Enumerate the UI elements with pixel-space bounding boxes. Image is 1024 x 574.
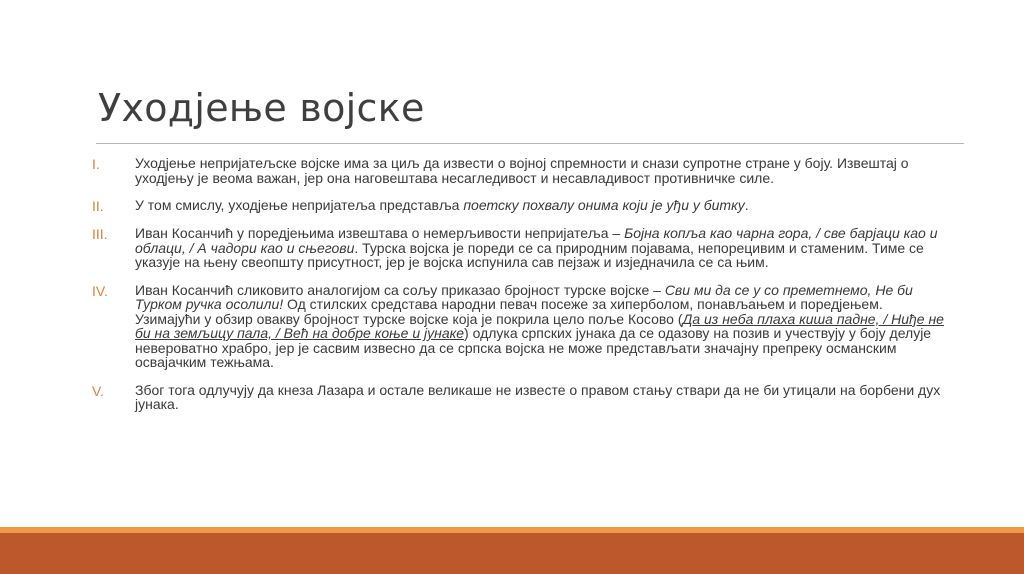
title-divider	[96, 143, 964, 144]
list-number: III.	[92, 226, 108, 242]
list-item-text	[135, 198, 950, 213]
italic-quote: Бојна копља као чарна гора, / све барјаци као и облаци, / А чадори као и сњегови	[135, 225, 938, 256]
list-item	[90, 198, 950, 213]
list-number: I.	[92, 156, 100, 172]
footer-bar	[0, 533, 1024, 574]
list-number: II.	[92, 198, 104, 214]
list-item-text	[135, 383, 950, 412]
numbered-list	[90, 156, 950, 425]
text-run: .	[744, 197, 749, 213]
list-number: V.	[92, 382, 104, 399]
text-run: Уходјење непријатељске војске има за циљ да извести о војној спремности и снази супротне стране у боју. Извештај о уходјењу је веома важан, јер она наговештава несагледивост и несавладивост противничке силе.	[135, 155, 909, 186]
text-run: ) одлука српских јунака да се одазову на позив и учествују у боју делује невероватно храбро, јер је сасвим извесно да се српска војска не може представљати значајну препреку османским освајачким тежњама.	[135, 325, 932, 370]
italic-quote: Сви ми да се у со преметнемо, Не би Турком ручка осолили!	[135, 281, 913, 312]
list-number: IV.	[92, 282, 108, 299]
text-run: Од стилских средстава народни певач посеже за хиперболом, понављањем и поредјењем. Узимајући у обзир овакву бројност турске војске која је покрила цело поље Косово (	[135, 296, 883, 327]
list-item-text	[135, 226, 950, 270]
text-run: Иван Косанчић сликовито аналогијом са сољу приказао бројност турске војске –	[135, 281, 665, 298]
italic-quote: поетску похвалу онима који је уђи у битку	[463, 197, 745, 213]
list-item	[90, 283, 950, 370]
text-run: . Турска војска је пореди се са природним појавама, непорецивим и стаменим. Тиме се указује на њену свеопшту присутност, јер је војска испунила сав пејзаж и изједначила се са њим.	[135, 239, 924, 270]
list-item	[90, 226, 950, 270]
text-run: Иван Косанчић у поредјењима извештава о немерљивости непријатеља –	[135, 225, 625, 241]
list-item-text	[135, 156, 950, 185]
list-item	[90, 156, 950, 185]
list-item	[90, 383, 950, 412]
slide-title: Уходјење војске	[98, 86, 425, 130]
text-run: Због тога одлучују да кнеза Лазара и остале великаше не известе о правом стању ствари да не би утицали на борбени дух јунака.	[135, 381, 941, 412]
text-run: У том смислу, уходјење непријатеља представља	[135, 197, 464, 213]
underlined-italic-quote: Да из неба плаха киша падне, / Ниђе не би на земљицу пала, / Већ на добре коње и јунаке	[135, 310, 944, 341]
list-item-text	[135, 283, 950, 370]
